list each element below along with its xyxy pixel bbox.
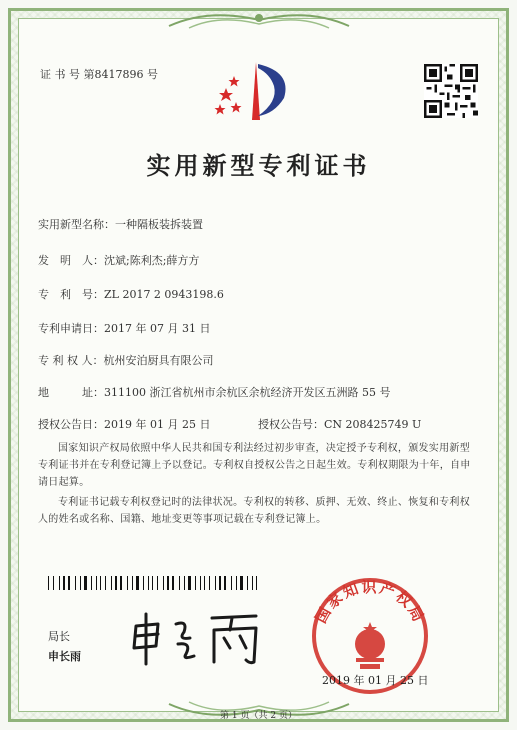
- certificate-number: 证 书 号 第8417896 号: [40, 68, 158, 81]
- grant-number-label: 授权公告号：: [258, 418, 324, 431]
- address-row: [38, 384, 390, 400]
- svg-text:国家知识产权局: [312, 578, 429, 626]
- address-label: 地 址：: [38, 386, 104, 399]
- patent-number-row: [38, 286, 224, 302]
- seal-date: 2019 年 01 月 25 日: [322, 674, 429, 687]
- grant-number-value: CN 208425749 U: [324, 418, 422, 431]
- grant-paragraph: 国家知识产权局依照中华人民共和国专利法经过初步审查，决定授予专利权，颁发实用新型专利证书并在专利登记簿上予以登记。专利权自授权公告之日起生效。专利权期限为十年，自申请日起算。: [38, 443, 471, 488]
- grant-date-row: [38, 416, 210, 432]
- cnipa-logo-icon: [212, 58, 298, 124]
- patent-number-label: 专 利 号：: [38, 288, 104, 301]
- utility-name-value: 一种隔板装拆装置: [115, 218, 203, 231]
- grant-date-label: 授权公告日：: [38, 418, 104, 431]
- certificate-title: 实用新型专利证书: [146, 151, 371, 180]
- page-number: 第 1 页（共 2 页）: [220, 711, 297, 721]
- legal-status-paragraph: 专利证书记载专利权登记时的法律状况。专利权的转移、质押、无效、终止、恢复和专利权人的姓名或名称、国籍、地址变更等事项记载在专利登记簿上。: [38, 497, 470, 525]
- grant-date-value: 2019 年 01 月 25 日: [104, 418, 211, 431]
- patentee-row: [38, 352, 214, 368]
- grant-number-row: [258, 416, 421, 432]
- inventor-row: [38, 252, 199, 268]
- patentee-label: 专 利 权 人：: [38, 354, 104, 367]
- patent-number-value: ZL 2017 2 0943198.6: [104, 288, 224, 301]
- seal-text: 国家知识产权局: [311, 578, 429, 627]
- director-name: 申长雨: [48, 650, 81, 663]
- director-title: 局长: [48, 630, 70, 643]
- address-value: 311100 浙江省杭州市余杭区余杭经济开发区五洲路 55 号: [104, 386, 391, 399]
- filing-date-label: 专利申请日：: [38, 322, 104, 335]
- barcode-icon: [48, 576, 258, 590]
- inventor-label: 发 明 人：: [38, 254, 104, 267]
- director-signature-icon: [128, 608, 278, 668]
- inventor-value: 沈斌;陈利杰;薛方方: [104, 254, 200, 267]
- filing-date-row: [38, 320, 210, 336]
- filing-date-value: 2017 年 07 月 31 日: [104, 322, 211, 335]
- utility-name-label: 实用新型名称：: [38, 218, 115, 231]
- utility-name-row: [38, 216, 203, 232]
- qr-code-icon: [424, 64, 478, 118]
- top-ornament-icon: [159, 6, 359, 32]
- patentee-value: 杭州安泊厨具有限公司: [103, 354, 214, 367]
